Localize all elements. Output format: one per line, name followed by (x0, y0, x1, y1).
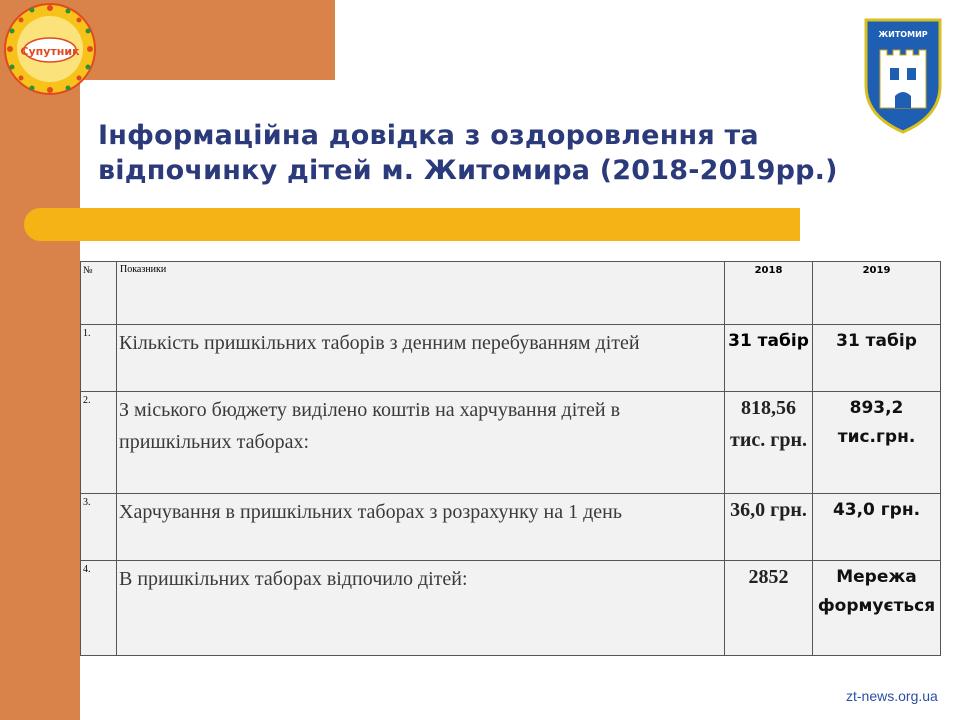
row-number: 2. (81, 392, 117, 494)
row-indicator: Харчування в пришкільних таборах з розрахунку на 1 день (117, 494, 725, 561)
table-row (81, 325, 941, 392)
row-value-2019: 43,0 грн. (813, 494, 941, 561)
row-value-2018: 2852 (725, 561, 813, 656)
header-number: № (81, 262, 117, 325)
table-row (81, 494, 941, 561)
header-indicator: Показники (117, 262, 725, 325)
table-header-row (81, 262, 941, 325)
header-2019: 2019 (813, 262, 941, 325)
orange-side-band (0, 0, 80, 720)
row-number: 1. (81, 325, 117, 392)
crest-text: ЖИТОМИР (878, 30, 928, 39)
sputnik-camp-logo (2, 0, 98, 98)
row-indicator: В пришкільних таборах відпочило дітей: (117, 561, 725, 656)
table-row (81, 561, 941, 656)
info-table (80, 261, 941, 656)
row-value-2018: 31 табір (725, 325, 813, 392)
header-2018: 2018 (725, 262, 813, 325)
row-value-2019: 31 табір (813, 325, 941, 392)
row-value-2019: Мережа формується (813, 561, 941, 656)
row-number: 4. (81, 561, 117, 656)
source-watermark: zt-news.org.ua (846, 688, 938, 704)
row-indicator: Кількість пришкільних таборів з денним перебуванням дітей (117, 325, 725, 392)
row-value-2018: 818,56 тис. грн. (725, 392, 813, 494)
slide-title: Інформаційна довідка з оздоровлення та відпочинку дітей м. Житомира (2018-2019рр.) (98, 120, 838, 186)
table-row (81, 392, 941, 494)
row-value-2019: 893,2 тис.грн. (813, 392, 941, 494)
zhytomyr-coat-of-arms (862, 16, 944, 134)
row-indicator: З міського бюджету виділено коштів на харчування дітей в пришкільних таборах: (117, 392, 725, 494)
yellow-divider-bar (24, 208, 800, 241)
row-value-2018: 36,0 грн. (725, 494, 813, 561)
row-number: 3. (81, 494, 117, 561)
logo-text: Супутник (20, 45, 80, 58)
